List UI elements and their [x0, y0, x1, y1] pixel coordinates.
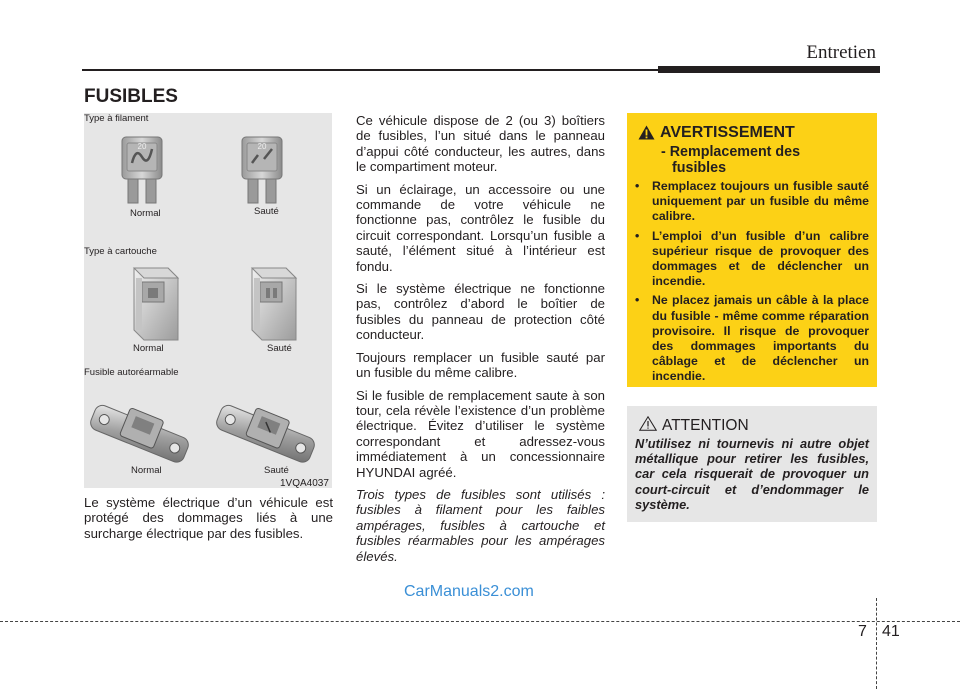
label-resettable-normal: Normal — [131, 465, 162, 476]
caution-triangle-icon — [639, 416, 657, 431]
warning-list — [635, 179, 869, 389]
fuse-illustrations — [84, 113, 332, 488]
bullet: • — [635, 293, 640, 308]
cartridge-fuse-blown — [252, 268, 296, 340]
watermark: CarManuals2.com — [404, 583, 534, 600]
warning-item: • L’emploi d’un fusible d’un calibre supérieur risque de provoquer des dommages et de déclencher un incendie. — [635, 228, 869, 289]
warning-subtitle-line1: - Remplacement des — [661, 144, 801, 160]
paragraph-dealer: Si le fusible de remplacement saute à son tour, cela révèle l’existence d’un problème électrique. Évitez d’utiliser le système correspondant et adressez-vous immédiatement à un concessionnaire HYUNDAI agréé. — [356, 387, 605, 480]
label-filament-normal: Normal — [130, 208, 161, 219]
warning-item: • Ne placez jamais un câble à la place du fusible - même comme réparation provisoire. Il risque de provoquer des dommages importants du câblage et de déclencher un incendie. — [635, 293, 869, 384]
page-number: 41 — [882, 623, 900, 640]
header-rule — [82, 69, 662, 71]
column-2-text — [356, 113, 605, 571]
attention-box — [627, 406, 877, 522]
paragraph-check-fuse: Si un éclairage, un accessoire ou une commande de votre véhicule ne fonctionne pas, contrôlez le fusible du circuit correspondant. Lorsqu’un fusible a sauté, l’élément situé à l’intérieur est fondu. — [356, 181, 605, 274]
footer-dashed-line — [0, 621, 960, 622]
paragraph-fuse-types: Trois types de fusibles sont utilisés : fusibles à filament pour les faibles ampérages, fusibles à cartouche et fusibles réarmables pour les ampérages élevés. — [356, 486, 605, 564]
paragraph-check-panel: Si le système électrique ne fonctionne pas, contrôlez d’abord le boîtier de fusibles du panneau de protection côté conducteur. — [356, 281, 605, 343]
figure-code: 1VQA4037 — [280, 478, 329, 489]
cartridge-fuse-normal — [134, 268, 178, 340]
label-resettable-type: Fusible autoréarmable — [84, 367, 179, 378]
warning-triangle-icon — [638, 125, 655, 140]
label-cartridge-blown: Sauté — [267, 343, 292, 354]
column-1-text — [84, 495, 333, 541]
paragraph-fuse-boxes: Ce véhicule dispose de 2 (ou 3) boîtiers de fusibles, l’un situé dans le panneau d’appui côté conducteur, les autres, dans le compartiment moteur. — [356, 113, 605, 175]
fuse-rating-label: 20 — [257, 142, 267, 151]
intro-paragraph: Le système électrique d’un véhicule est protégé des dommages liés à une surcharge électrique par des fusibles. — [84, 495, 333, 541]
footer-dashed-divider — [876, 598, 877, 689]
warning-item: • Remplacez toujours un fusible sauté uniquement par un fusible du même calibre. — [635, 179, 869, 224]
label-cartridge-type: Type à cartouche — [84, 246, 157, 257]
attention-title: ATTENTION — [662, 417, 749, 434]
bullet: • — [635, 179, 640, 193]
bullet: • — [635, 228, 640, 243]
warning-box — [627, 113, 877, 387]
label-filament-blown: Sauté — [254, 206, 279, 217]
chapter-number: 7 — [858, 623, 867, 640]
resettable-fuse-blown — [214, 396, 319, 465]
header-rule-thick — [658, 66, 880, 73]
paragraph-replace: Toujours remplacer un fusible sauté par un fusible du même calibre. — [356, 349, 605, 381]
warning-subtitle-line2: fusibles — [672, 160, 727, 176]
warning-subtitle — [661, 144, 800, 176]
label-resettable-blown: Sauté — [264, 465, 289, 476]
label-cartridge-normal: Normal — [133, 343, 164, 354]
page-header — [0, 0, 960, 80]
label-filament-type: Type à filament — [84, 113, 149, 124]
attention-text: N’utilisez ni tournevis ni autre objet métallique pour retirer les fusibles, car cela risquerait de provoquer un court-circuit et d’endommager le système. — [635, 436, 869, 512]
fuse-types-figure — [84, 113, 332, 488]
warning-title: AVERTISSEMENT — [660, 124, 795, 141]
chapter-title: Entretien — [806, 42, 876, 63]
fuse-rating-label: 20 — [137, 142, 147, 151]
resettable-fuse-normal — [88, 396, 193, 465]
section-title: FUSIBLES — [84, 86, 178, 107]
